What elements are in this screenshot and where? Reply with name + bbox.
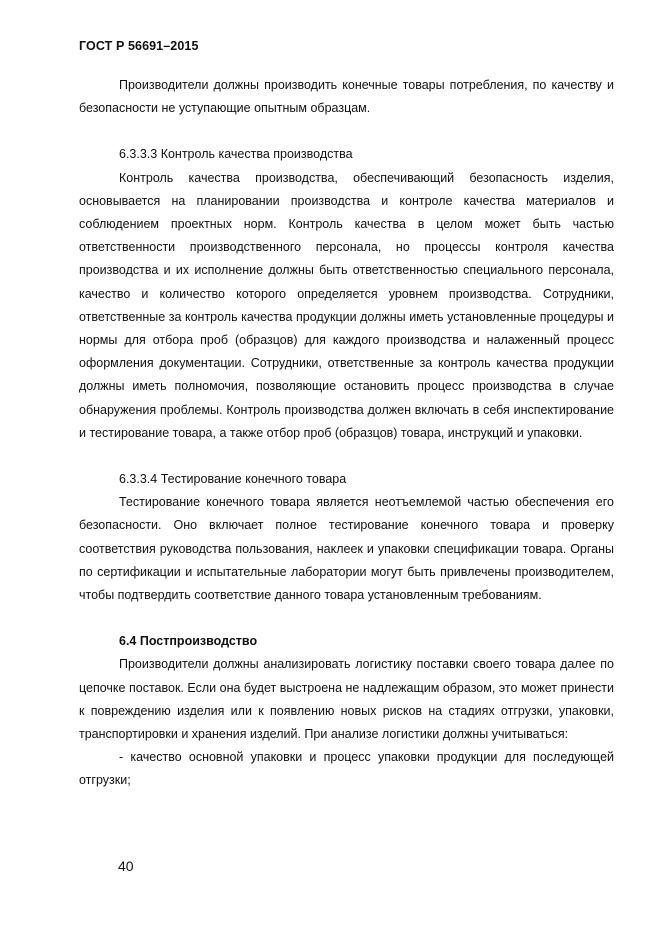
section-64-heading: 6.4 Постпроизводство [119,634,258,649]
intro-paragraph: Производители должны производить конечные товары потребления, по качеству и безопасности не уступающие опытным образцам. [79,78,614,116]
section-6333-paragraph: Контроль качества производства, обеспечивающий безопасность изделия, основывается на планировании производства и контроле качества материалов и соблюдением проектных норм. Контроль качества в целом может быть частью ответственности производственного персонала, но процессы контроля качества производства и их исполнение должны быть ответственностью специального персонала, качество и количество которого определяется уровнем производства. Сотрудники, ответственные за контроль качества продукции должны иметь установленные процедуры и нормы для отбора проб (образцов) для каждого производства и налаженный процесс оформления документации. Сотрудники, ответственные за контроль качества продукции должны иметь полномочия, позволяющие остановить процесс производства в случае обнаружения проблемы. Контроль производства должен включать в себя инспектирование и тестирование товара, а также отбор проб (образцов) товара, инструкций и упаковки. [79,170,614,440]
spacer [79,607,614,630]
spacer [79,120,614,143]
section-6333-heading: 6.3.3.3 Контроль качества производства [119,147,353,162]
section-6334-heading: 6.3.3.4 Тестирование конечного товара [119,472,347,487]
section-6334-paragraph: Тестирование конечного товара является неотъемлемой частью обеспечения его безопасности. Оно включает полное тестирование конечного товара и проверку соответствия руководства пользования, наклеек и упаковки спецификации товара. Органы по сертификации и испытательные лаборатории могут быть привлечены производителем, чтобы подтвердить соответствие данного товара установленным требованиям. [79,495,614,603]
document-body [79,74,614,793]
standard-code-header: ГОСТ Р 56691–2015 [79,39,199,53]
spacer [79,445,614,468]
section-64-paragraph: Производители должны анализировать логистику поставки своего товара далее по цепочке поставок. Если она будет выстроена не надлежащим образом, это может принести к повреждению изделия или к появлению новых рисков на стадиях отгрузки, упаковки, транспортировки и хранения изделий. При анализе логистики должны учитываться: [79,657,614,742]
list-item: - качество основной упаковки и процесс упаковки продукции для последующей отгрузки; [79,750,614,788]
page-number: 40 [118,858,134,874]
